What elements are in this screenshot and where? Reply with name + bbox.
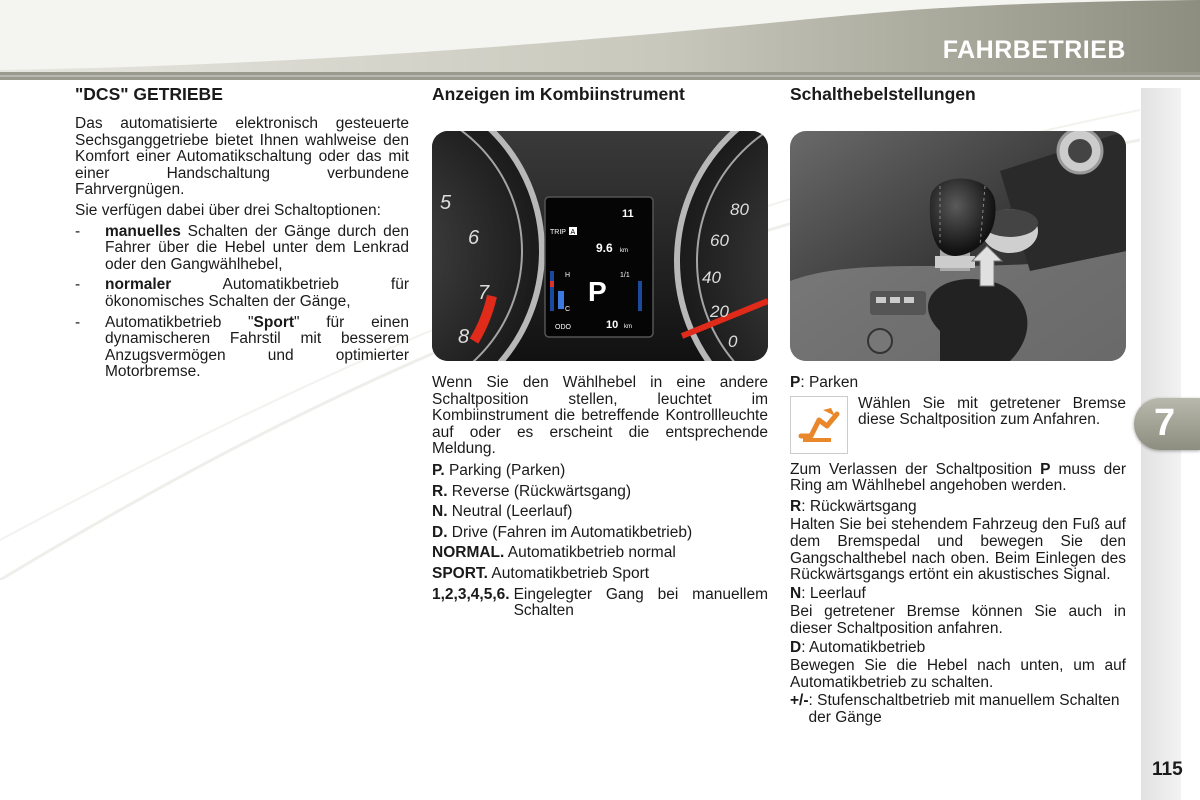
section-title: FAHRBETRIEB (942, 36, 1126, 64)
lcd-trip-label: TRIP (550, 229, 566, 236)
chapter-number: 7 (1154, 402, 1176, 444)
speedo-tick: 20 (710, 302, 729, 321)
speedo-tick: 0 (728, 332, 738, 351)
lcd-odo-unit: km (624, 324, 632, 330)
dcs-modes-intro: Sie verfügen dabei über drei Schaltoptionen: (75, 201, 381, 219)
speedo-tick: 40 (702, 268, 721, 287)
list-item: - manuelles Schalten der Gänge durch den Fahrer über die Hebel unter dem Lenkrad oder den Gangwählhebel, (75, 222, 409, 273)
dcs-intro: Das automatisierte elektronisch gesteuerte Sechsganggetriebe bietet Ihnen wahlweise den Komfort einer Automatikschaltung oder das mit einer Handschaltung verbundene Fahrvergnügen. (75, 115, 409, 199)
gear-row: NORMAL. Automatikbetrieb normal (432, 544, 676, 562)
lever-heading: Schalthebelstellungen (790, 84, 976, 104)
tacho-tick: 8 (458, 326, 470, 348)
gear-row: SPORT. Automatikbetrieb Sport (432, 564, 650, 582)
lcd-temp: 11 (622, 208, 634, 220)
cluster-heading: Anzeigen im Kombiinstrument (432, 84, 685, 104)
lcd-c-label: C (565, 306, 571, 313)
column-lever-text (790, 375, 1126, 727)
lcd-gear: P (588, 276, 607, 307)
lcd-trip-value: 9.6 (596, 241, 613, 255)
brake-pedal-icon (790, 396, 848, 454)
page-number: 115 (1152, 759, 1183, 780)
speedo-tick: 80 (730, 200, 749, 219)
r-position: R: Rückwärtsgang (790, 497, 917, 515)
gear-row: P. Parking (Parken) (432, 461, 566, 479)
cluster-intro: Wenn Sie den Wählhebel in eine andere Schaltposition stellen, leuchtet im Kombiinstrument die betreffende Kontrollleuchte auf oder es erscheint die entsprechende Meldung. (432, 374, 768, 458)
n-description: Bei getretener Bremse können Sie auch in dieser Schaltposition anfahren. (790, 603, 1126, 637)
leave-p-text: Zum Verlassen der Schaltposition P muss der Ring am Wählhebel angehoben werden. (790, 460, 1126, 495)
lcd-odo-label: ODO (555, 324, 571, 331)
lcd-odo-value: 10 (606, 319, 619, 331)
dcs-heading: "DCS" GETRIEBE (75, 84, 223, 104)
tacho-tick: 5 (440, 192, 452, 214)
n-position: N: Leerlauf (790, 584, 866, 602)
tacho-tick: 6 (468, 227, 480, 249)
d-description: Bewegen Sie die Hebel nach unten, um auf Automatikbetrieb zu schalten. (790, 657, 1126, 691)
d-position: D: Automatikbetrieb (790, 638, 926, 656)
column-dcs (75, 84, 409, 385)
speedo-tick: 60 (710, 231, 729, 250)
manual-gear-row: 1,2,3,4,5,6. Eingelegter Gang bei manuellem Schalten (432, 585, 768, 620)
gear-lever-photo (790, 131, 1126, 361)
lcd-ratio: 1/1 (620, 272, 630, 279)
instrument-cluster-photo (432, 131, 768, 361)
gear-row: D. Drive (Fahren im Automatikbetrieb) (432, 523, 693, 541)
lcd-trip-unit: km (620, 248, 628, 254)
p-position: P: Parken (790, 374, 859, 391)
lcd-trip-letter: A (570, 229, 576, 236)
list-item: - normaler Automatikbetrieb für ökonomisches Schalten der Gänge, (75, 276, 409, 310)
gear-row: R. Reverse (Rückwärtsgang) (432, 482, 631, 500)
list-item: - Automatikbetrieb "Sport" für einen dynamischeren Fahrstil mit besserem Anzugsvermögen und optimierter Motorbremse. (75, 313, 409, 381)
warning-text: Wählen Sie mit getretener Bremse diese Schaltposition zum Anfahren. (858, 394, 1126, 429)
tacho-tick: 7 (478, 282, 490, 304)
column-cluster-text (432, 375, 768, 620)
r-description: Halten Sie bei stehendem Fahrzeug den Fuß auf dem Bremspedal und bewegen Sie den Gangschalthebel nach oben. Beim Einlegen des Rückwärtsgangs ertönt ein akustisches Signal. (790, 516, 1126, 584)
gear-row: N. Neutral (Leerlauf) (432, 503, 573, 521)
plus-minus-position: +/- : Stufenschaltbetrieb mit manuellem Schalten der Gänge (790, 692, 1120, 726)
warning-box (790, 396, 1126, 454)
lcd-h-label: H (565, 272, 571, 279)
